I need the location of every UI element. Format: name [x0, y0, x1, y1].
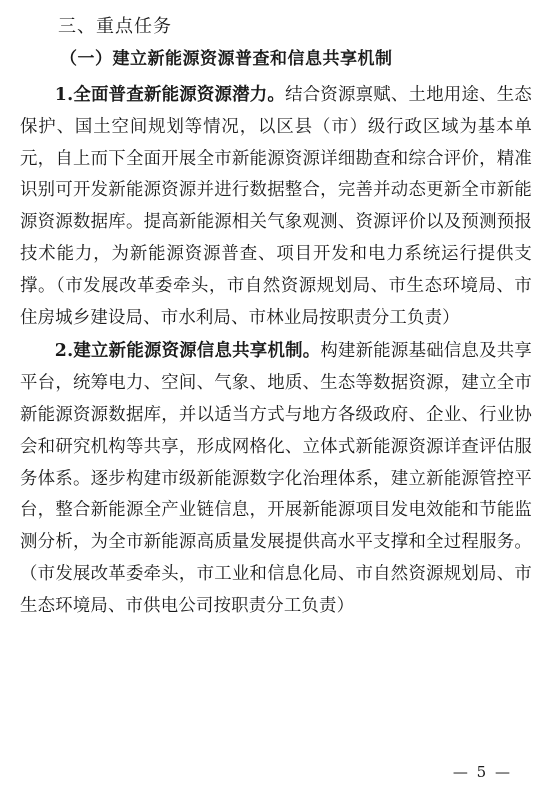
section-heading: 三、重点任务 — [58, 16, 172, 37]
sub-heading: （一）建立新能源资源普查和信息共享机制 — [60, 49, 393, 69]
paragraph-resource-survey — [20, 80, 532, 334]
paragraph-body: 构建新能源基础信息及共享平台，统筹电力、空间、气象、地质、生态等数据资源，建立全市新能源资源数据库，并以适当方式与地方各级政府、企业、行业协会和研究机构等共享，形成网格化、立体式新能源资源详查评估服务体系。逐步构建市级新能源数字化治理体系，建立新能源管控平台，整合新能源全产业链信息，开展新能源项目发电效能和节能监测分析，为全市新能源高质量发展提供高水平支撑和全过程服务。（市发展改革委牵头，市工业和信息化局、市自然资源规划局、市生态环境局、市供电公司按职责分工负责） — [20, 341, 533, 616]
page-number: — 5 — — [452, 763, 512, 781]
paragraph-body: 结合资源禀赋、土地用途、生态保护、国土空间规划等情况，以区县（市）级行政区域为基本单元，自上而下全面开展全市新能源资源详细勘查和综合评价，精准识别可开发新能源资源并进行数据整合，完善并动态更新全市新能源资源数据库。提高新能源相关气象观测、资源评价以及预测预报技术能力，为新能源资源普查、项目开发和电力系统运行提供支撑。（市发展改革委牵头，市自然资源规划局、市生态环境局、市住房城乡建设局、市水利局、市林业局按职责分工负责） — [20, 85, 532, 328]
paragraph-info-sharing — [20, 336, 532, 622]
paragraph-lead: 2.建立新能源资源信息共享机制。 — [54, 341, 321, 362]
paragraph-lead: 1.全面普查新能源资源潜力。 — [54, 85, 286, 105]
